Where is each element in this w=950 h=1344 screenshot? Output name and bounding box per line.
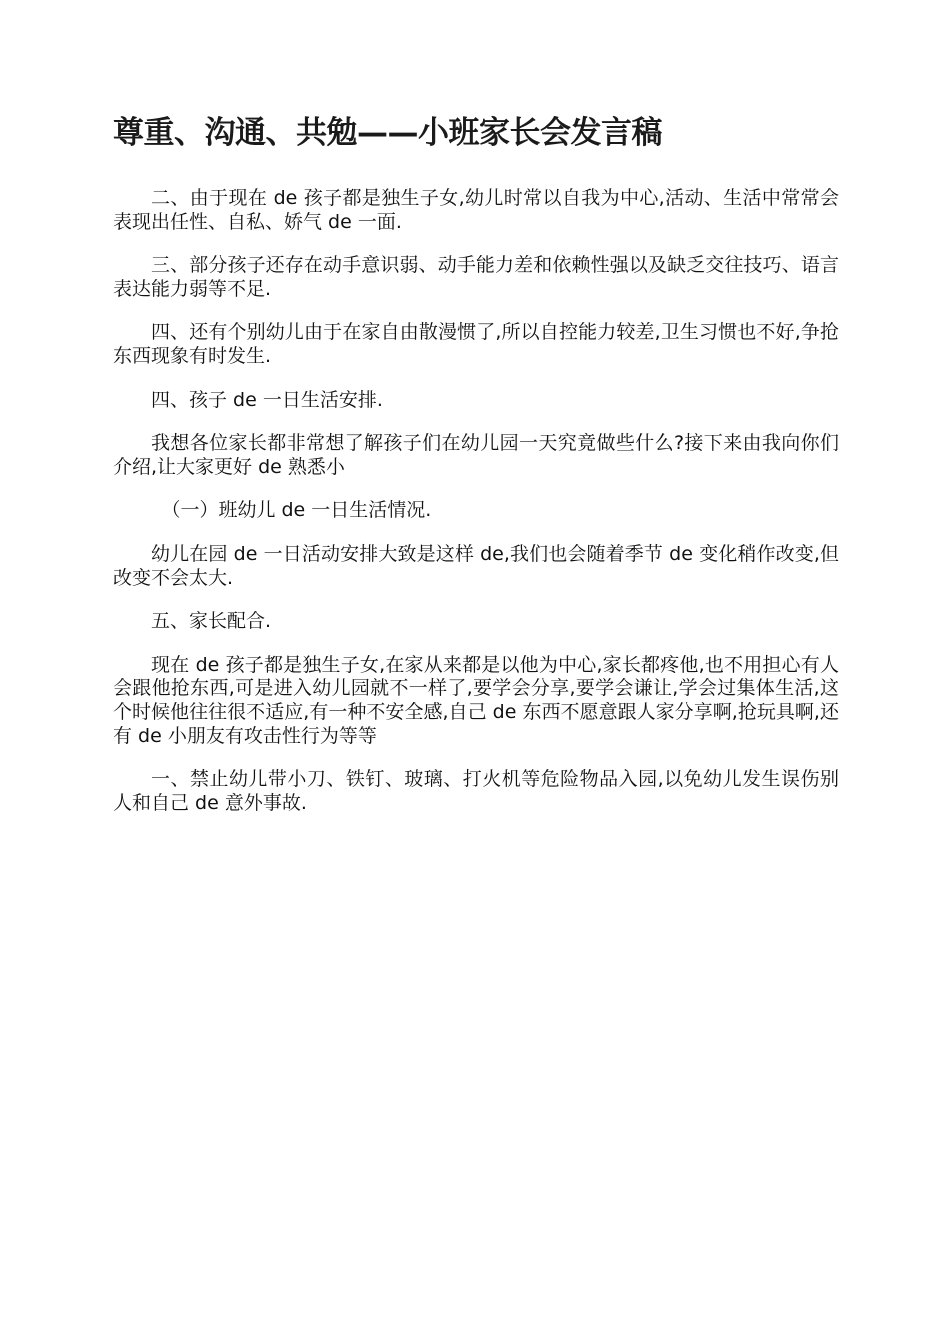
- paragraph-7: 幼儿在园 de 一日活动安排大致是这样 de,我们也会随着季节 de 变化稍作改变,但改变不会太大.: [113, 542, 839, 589]
- paragraph-2: 三、部分孩子还存在动手意识弱、动手能力差和依赖性强以及缺乏交往技巧、语言表达能力弱等不足.: [113, 254, 839, 300]
- paragraph-9: 现在 de 孩子都是独生子女,在家从来都是以他为中心,家长都疼他,也不用担心有人会跟他抢东西,可是进入幼儿园就不一样了,要学会分享,要学会谦让,学会过集体生活,这个时候他往往很不适应,有一种不安全感,自己 de 东西不愿意跟人家分享啊,抢玩具啊,还有 de 小朋友有攻击性行为等等: [113, 653, 839, 747]
- paragraph-4: 四、孩子 de 一日生活安排.: [151, 388, 383, 411]
- paragraph-3: 四、还有个别幼儿由于在家自由散漫惯了,所以自控能力较差,卫生习惯也不好,争抢东西现象有时发生.: [113, 321, 839, 367]
- paragraph-1: 二、由于现在 de 孩子都是独生子女,幼儿时常以自我为中心,活动、生活中常常会表现出任性、自私、娇气 de 一面.: [113, 187, 839, 233]
- document-title: 尊重、沟通、共勉——小班家长会发言稿: [113, 115, 662, 151]
- paragraph-8: 五、家长配合.: [151, 610, 272, 633]
- paragraph-6: （一）班幼儿 de 一日生活情况.: [161, 499, 432, 522]
- document-body: [113, 187, 839, 835]
- paragraph-5: 我想各位家长都非常想了解孩子们在幼儿园一天究竟做些什么?接下来由我向你们介绍,让大家更好 de 熟悉小: [113, 432, 839, 478]
- paragraph-10: 一、禁止幼儿带小刀、铁钉、玻璃、打火机等危险物品入园,以免幼儿发生误伤别人和自己 de 意外事故.: [113, 768, 839, 814]
